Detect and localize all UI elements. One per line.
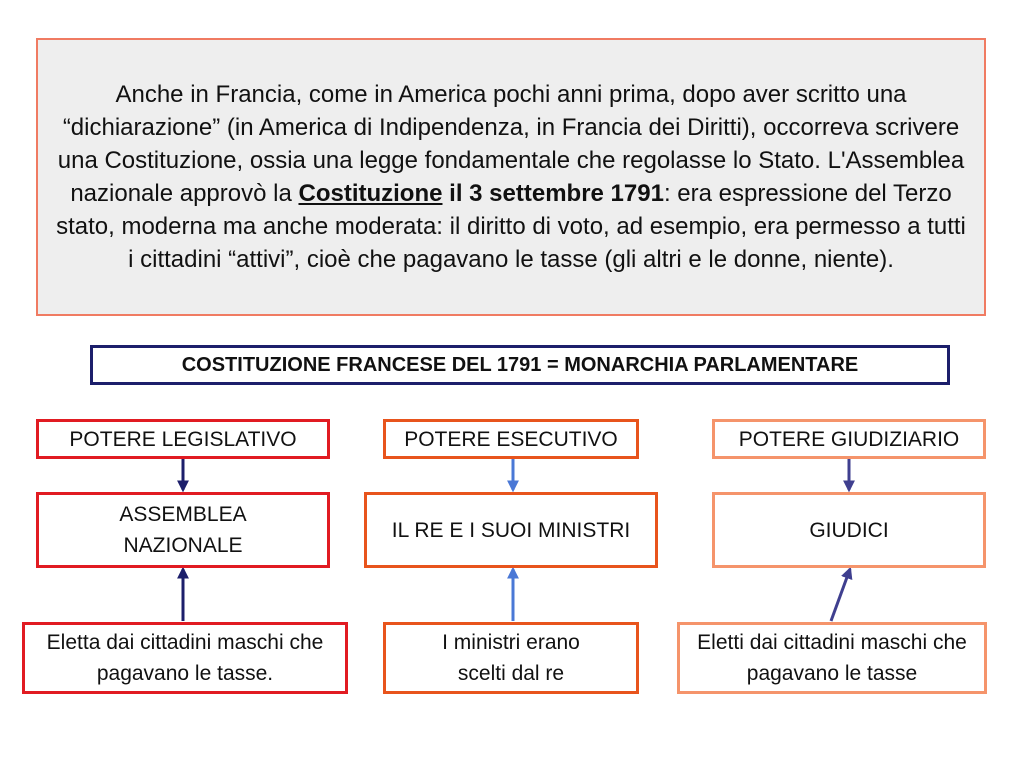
judicial-power-note-text: Eletti dai cittadini maschi che pagavano le tasse (697, 631, 967, 685)
executive-power-header (383, 419, 639, 459)
judicial-power-header (712, 419, 986, 459)
judicial-power-body (712, 492, 986, 568)
judicial-power-body-text: GIUDICI (809, 518, 889, 542)
legislative-power-body (36, 492, 330, 568)
executive-power-header-text: POTERE ESECUTIVO (404, 427, 618, 451)
legislative-power-note (22, 622, 348, 694)
arrow-judicial-note-to-body (831, 569, 850, 621)
intro-text-part-1: Anche in Francia, come in America pochi anni prima, dopo aver scritto una “dichiarazione” (in America di Indipendenza, in Francia dei Diritti), occorreva scrivere una Costituzione, ossia una legge fondamentale che regolasse lo Stato. L'Assemblea nazionale approvò la (57, 81, 965, 207)
executive-power-note-text: I ministri erano scelti dal re (442, 631, 580, 685)
executive-power-note (383, 622, 639, 694)
intro-highlight-date: il 3 settembre 1791 (442, 180, 664, 207)
legislative-power-header (36, 419, 330, 459)
diagram-title-text: COSTITUZIONE FRANCESE DEL 1791 = MONARCHIA PARLAMENTARE (181, 353, 859, 376)
intro-highlight-costituzione: Costituzione (298, 180, 443, 207)
intro-text-part-2: : era espressione del Terzo stato, moderna ma anche moderata: il diritto di voto, ad esempio, era permesso a tutti i cittadini “attivi”, cioè che pagavano le tasse (gli altri e le donne, niente). (56, 180, 966, 273)
executive-power-body (364, 492, 658, 568)
executive-power-body-text: IL RE E I SUOI MINISTRI (391, 518, 631, 542)
legislative-power-note-text: Eletta dai cittadini maschi che pagavano le tasse. (46, 631, 324, 685)
judicial-power-note (677, 622, 987, 694)
legislative-power-body-text: ASSEMBLEA NAZIONALE (119, 503, 247, 557)
judicial-power-header-text: POTERE GIUDIZIARIO (738, 427, 960, 451)
legislative-power-header-text: POTERE LEGISLATIVO (69, 427, 297, 451)
